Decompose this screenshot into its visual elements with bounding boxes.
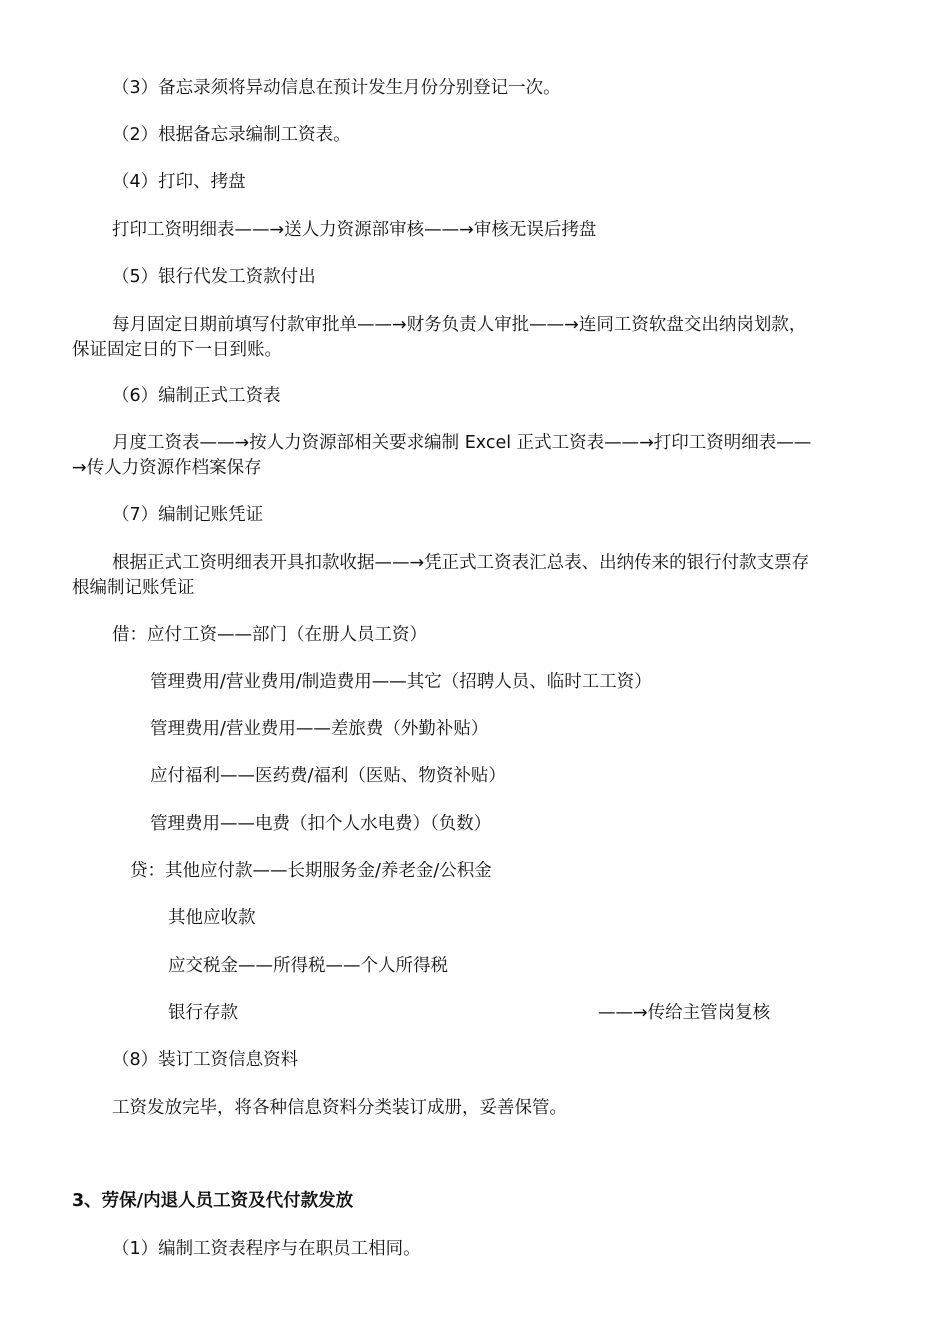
debit-line-electricity: 管理费用——电费（扣个人水电费）（负数） [150, 814, 492, 834]
credit-line-bank: 银行存款 [168, 1003, 238, 1023]
debit-line-travel: 管理费用/营业费用——差旅费（外勤补贴） [150, 719, 489, 739]
step-7-flow-line1: 根据正式工资明细表开具扣款收据——→凭正式工资表汇总表、出纳传来的银行付款支票存 [112, 553, 810, 573]
step-3-memo: （3）备忘录须将异动信息在预计发生月份分别登记一次。 [112, 78, 561, 98]
step-8-heading: （8）装订工资信息资料 [112, 1050, 299, 1070]
section-3-heading: 3、劳保/内退人员工资及代付款发放 [72, 1191, 354, 1211]
section-3-step-1: （1）编制工资表程序与在职员工相同。 [112, 1239, 421, 1259]
step-5-heading: （5）银行代发工资款付出 [112, 267, 316, 287]
step-7-flow-line2: 根编制记账凭证 [72, 578, 195, 598]
review-arrow-note: ——→传给主管岗复核 [598, 1003, 771, 1023]
debit-line-admin-expense: 管理费用/营业费用/制造费用——其它（招聘人员、临时工工资） [150, 672, 652, 692]
step-6-flow-line2: →传人力资源作档案保存 [72, 458, 262, 478]
debit-entry: 借：应付工资——部门（在册人员工资） [112, 625, 427, 645]
debit-line-welfare: 应付福利——医药费/福利（医贴、物资补贴） [150, 766, 506, 786]
step-7-heading: （7）编制记账凭证 [112, 505, 264, 525]
credit-line-tax: 应交税金——所得税——个人所得税 [168, 956, 448, 976]
step-5-flow-line1: 每月固定日期前填写付款审批单——→财务负责人审批——→连同工资软盘交出纳岗划款， [112, 315, 807, 335]
step-8-text: 工资发放完毕，将各种信息资料分类装订成册，妥善保管。 [112, 1098, 567, 1118]
step-6-heading: （6）编制正式工资表 [112, 386, 281, 406]
credit-entry: 贷：其他应付款——长期服务金/养老金/公积金 [130, 861, 492, 881]
step-4-flow: 打印工资明细表——→送人力资源部审核——→审核无误后拷盘 [112, 220, 597, 240]
step-4-heading: （4）打印、拷盘 [112, 172, 246, 192]
step-5-flow-line2: 保证固定日的下一日到账。 [72, 340, 282, 360]
step-6-flow-line1: 月度工资表——→按人力资源部相关要求编制 Excel 正式工资表——→打印工资明细表—— [112, 433, 812, 453]
step-2-payroll: （2）根据备忘录编制工资表。 [112, 125, 351, 145]
credit-line-receivable: 其他应收款 [168, 908, 256, 928]
